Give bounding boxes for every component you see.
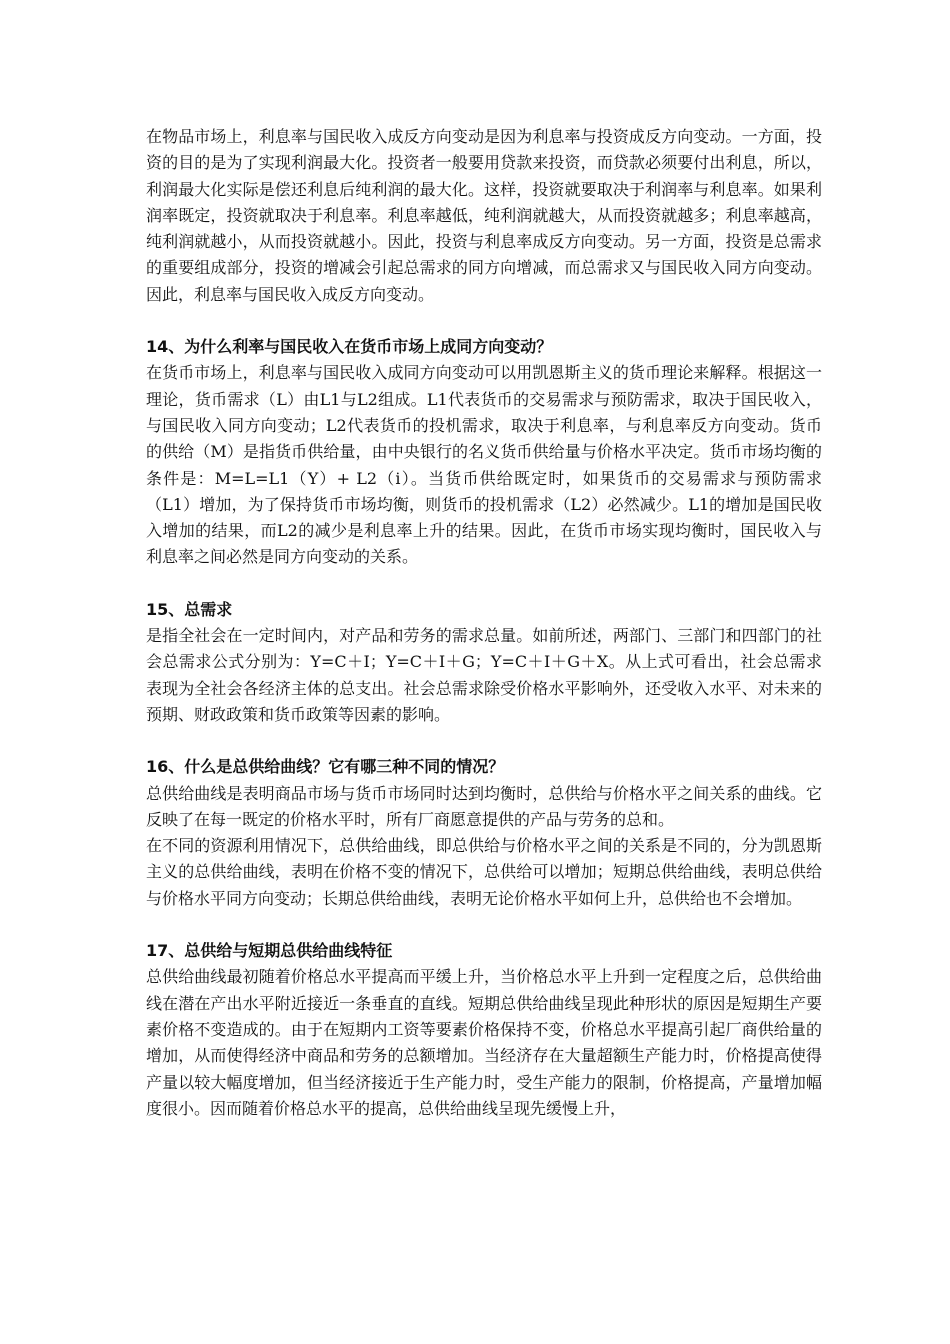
document-page	[146, 124, 822, 1122]
section-15	[146, 597, 822, 728]
section-14	[146, 334, 822, 571]
section-heading: 17、总供给与短期总供给曲线特征	[146, 941, 393, 961]
section-heading: 14、为什么利率与国民收入在货币市场上成同方向变动？	[146, 337, 553, 357]
section-paragraph: 是指全社会在一定时间内，对产品和劳务的需求总量。如前所述，两部门、三部门和四部门的社会总需求公式分别为：Y=C＋I；Y=C＋I＋G；Y=C＋I＋G＋X。从上式可看出，社会总需求表现为全社会各经济主体的总支出。社会总需求除受价格水平影响外，还受收入水平、对未来的预期、财政政策和货币政策等因素的影响。	[146, 626, 822, 724]
section-17	[146, 938, 822, 1122]
section-paragraph: 总供给曲线是表明商品市场与货币市场同时达到均衡时，总供给与价格水平之间关系的曲线。它反映了在每一既定的价格水平时，所有厂商愿意提供的产品与劳务的总和。	[146, 783, 822, 829]
section-paragraph: 在货币市场上，利息率与国民收入成同方向变动可以用凯恩斯主义的货币理论来解释。根据这一理论，货币需求（L）由L1与L2组成。L1代表货币的交易需求与预防需求，取决于国民收入，与国民收入同方向变动；L2代表货币的投机需求，取决于利息率，与利息率反方向变动。货币的供给（M）是指货币供给量，由中央银行的名义货币供给量与价格水平决定。货币市场均衡的条件是：M=L=L1（Y）+ L2（i）。当货币供给既定时，如果货币的交易需求与预防需求（L1）增加，为了保持货币市场均衡，则货币的投机需求（L2）必然减少。L1的增加是国民收入增加的结果，而L2的减少是利息率上升的结果。因此，在货币市场实现均衡时，国民收入与利息率之间必然是同方向变动的关系。	[146, 363, 822, 567]
section-paragraph: 在不同的资源利用情况下，总供给曲线，即总供给与价格水平之间的关系是不同的，分为凯恩斯主义的总供给曲线，表明在价格不变的情况下，总供给可以增加；短期总供给曲线，表明总供给与价格水平同方向变动；长期总供给曲线，表明无论价格水平如何上升，总供给也不会增加。	[146, 836, 822, 908]
section-paragraph: 总供给曲线最初随着价格总水平提高而平缓上升，当价格总水平上升到一定程度之后，总供给曲线在潜在产出水平附近接近一条垂直的直线。短期总供给曲线呈现此种形状的原因是短期生产要素价格不变造成的。由于在短期内工资等要素价格保持不变，价格总水平提高引起厂商供给量的增加，从而使得经济中商品和劳务的总额增加。当经济存在大量超额生产能力时，价格提高使得产量以较大幅度增加，但当经济接近于生产能力时，受生产能力的限制，价格提高，产量增加幅度很小。因而随着价格总水平的提高，总供给曲线呈现先缓慢上升，	[146, 967, 822, 1118]
section-heading: 16、什么是总供给曲线？它有哪三种不同的情况？	[146, 757, 505, 777]
section-16	[146, 754, 822, 912]
intro-paragraph: 在物品市场上，利息率与国民收入成反方向变动是因为利息率与投资成反方向变动。一方面，投资的目的是为了实现利润最大化。投资者一般要用贷款来投资，而贷款必须要付出利息，所以，利润最大化实际是偿还利息后纯利润的最大化。这样，投资就要取决于利润率与利息率。如果利润率既定，投资就取决于利息率。利息率越低，纯利润就越大，从而投资就越多；利息率越高，纯利润就越小，从而投资就越小。因此，投资与利息率成反方向变动。另一方面，投资是总需求的重要组成部分，投资的增减会引起总需求的同方向增减，而总需求又与国民收入同方向变动。因此，利息率与国民收入成反方向变动。	[146, 127, 822, 304]
section-heading: 15、总需求	[146, 599, 233, 619]
